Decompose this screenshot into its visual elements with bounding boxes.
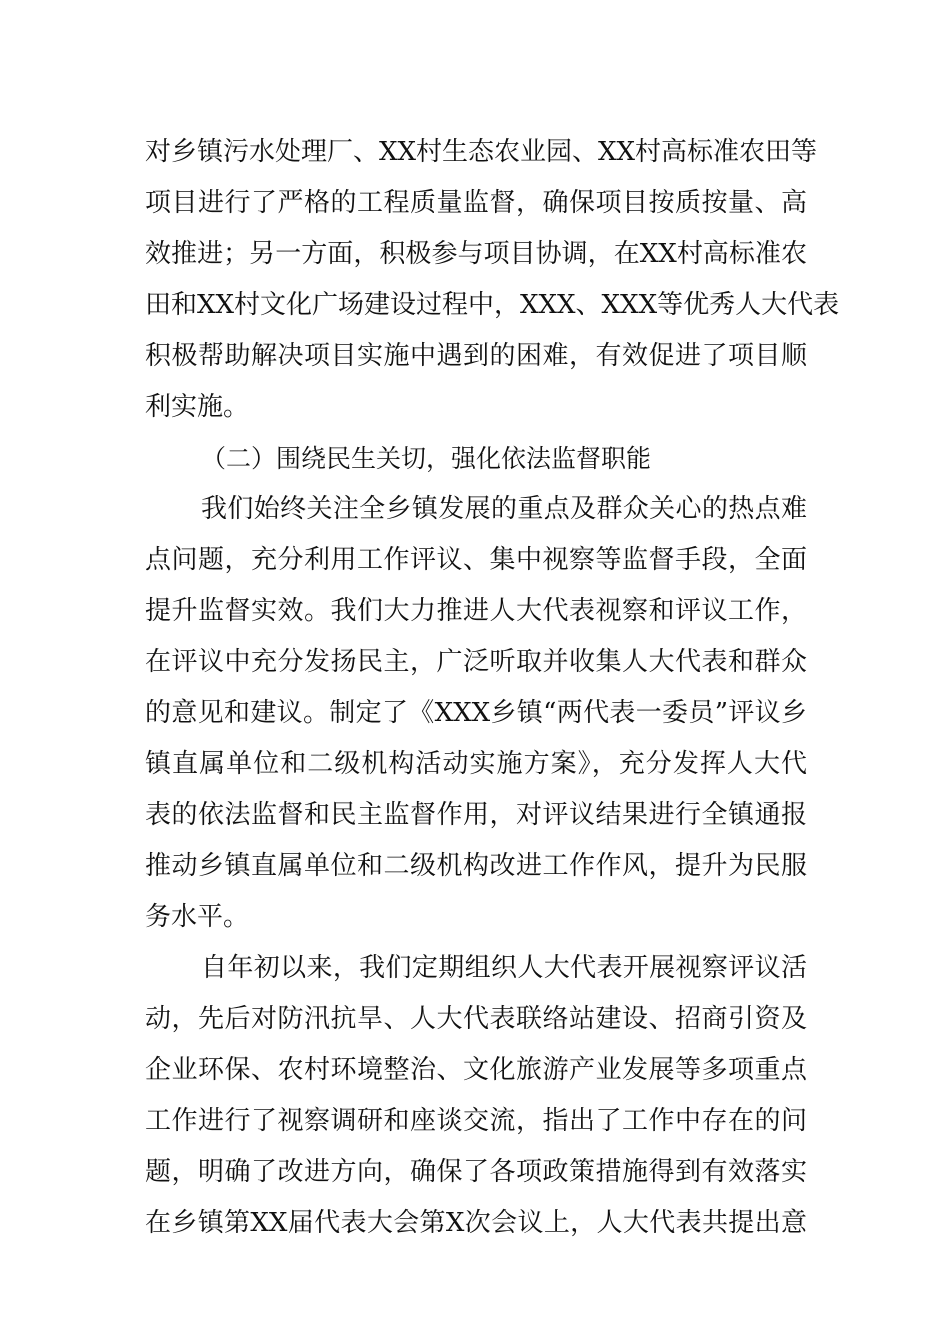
document-body [145, 127, 840, 1249]
heading-text: （二）围绕民生关切，强化依法监督职能 [201, 444, 652, 473]
text-line: 工作进行了视察调研和座谈交流，指出了工作中存在的问 [145, 1106, 807, 1136]
text-line: 我们始终关注全乡镇发展的重点及群众关心的热点难 [201, 494, 807, 524]
text-line: 效推进；另一方面，积极参与项目协调，在XX村高标准农 [145, 239, 807, 269]
section-heading [145, 433, 807, 484]
text-line: 对乡镇污水处理厂、XX村生态农业园、XX村高标准农田等 [145, 137, 818, 167]
text-line: 在乡镇第XX届代表大会第X次会议上，人大代表共提出意 [145, 1208, 807, 1238]
text-line: 积极帮助解决项目实施中遇到的困难，有效促进了项目顺 [145, 341, 807, 371]
text-line: 利实施。 [145, 392, 250, 422]
text-line: 题，明确了改进方向，确保了各项政策措施得到有效落实 [145, 1157, 807, 1187]
text-line: 镇直属单位和二级机构活动实施方案》，充分发挥人大代 [145, 749, 807, 779]
text-line: 提升监督实效。我们大力推进人大代表视察和评议工作， [145, 596, 807, 626]
text-line: 务水平。 [145, 902, 250, 932]
text-line: 项目进行了严格的工程质量监督，确保项目按质按量、高 [145, 188, 807, 218]
text-line: 动，先后对防汛抗旱、人大代表联络站建设、招商引资及 [145, 1004, 807, 1034]
text-line: 表的依法监督和民主监督作用，对评议结果进行全镇通报 [145, 800, 807, 830]
paragraph-project-supervision [145, 127, 840, 433]
text-line: 点问题，充分利用工作评议、集中视察等监督手段，全面 [145, 545, 807, 575]
paragraph-inspection-activities [145, 943, 807, 1249]
paragraph-supervision-means [145, 484, 807, 943]
text-line: 田和XX村文化广场建设过程中，XXX、XXX等优秀人大代表 [145, 290, 840, 320]
text-line: 自年初以来，我们定期组织人大代表开展视察评议活 [201, 953, 807, 983]
text-line: 企业环保、农村环境整治、文化旅游产业发展等多项重点 [145, 1055, 807, 1085]
text-line: 在评议中充分发扬民主，广泛听取并收集人大代表和群众 [145, 647, 807, 677]
text-line: 推动乡镇直属单位和二级机构改进工作作风，提升为民服 [145, 851, 807, 881]
text-line: 的意见和建议。制定了《XXX乡镇“两代表一委员”评议乡 [145, 698, 807, 728]
